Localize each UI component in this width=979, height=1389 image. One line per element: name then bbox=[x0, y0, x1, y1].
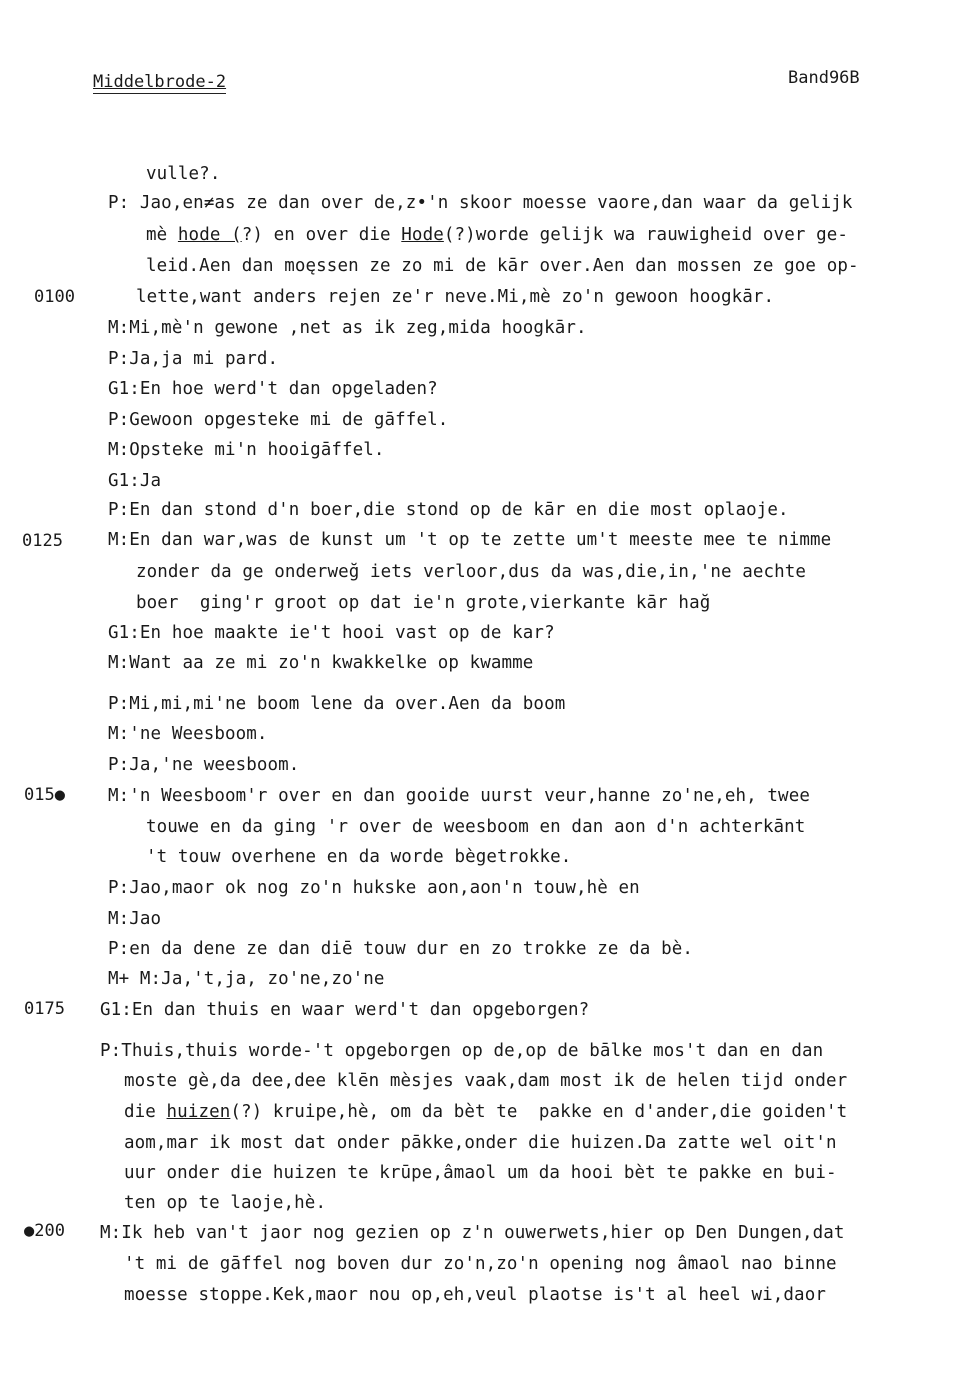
transcript-line: P:Ja,ja mi pard. bbox=[108, 349, 279, 369]
transcript-line: M:Ik heb van't jaor nog gezien op z'n ouwerwets,hier op Den Dungen,dat bbox=[100, 1223, 845, 1243]
transcript-line: ten op te laoje,hè. bbox=[124, 1193, 327, 1213]
timestamp: 0125 bbox=[22, 531, 63, 551]
transcript-line: zonder da ge onderweğ iets verloor,dus da was,die,in,'ne aechte bbox=[136, 562, 807, 582]
transcript-line: 't touw overhene en da worde bègetrokke. bbox=[146, 847, 572, 867]
transcript-line: M:'ne Weesboom. bbox=[108, 724, 268, 744]
transcript-line: M:'n Weesboom'r over en dan gooide uurst veur,hanne zo'ne,eh, twee bbox=[108, 786, 810, 806]
transcript-line: leid.Aen dan moęssen ze zo mi de kār over.Aen dan mossen ze goe op- bbox=[146, 256, 859, 276]
transcript-line: M+ M:Ja,'t,ja, zo'ne,zo'ne bbox=[108, 969, 385, 989]
transcript-line: P:Gewoon opgesteke mi de gāffel. bbox=[108, 410, 449, 430]
transcript-line: aom,mar ik most dat onder pākke,onder die huizen.Da zatte wel oit'n bbox=[124, 1133, 837, 1153]
transcript-line: P:Thuis,thuis worde-'t opgeborgen op de,op de bālke mos't dan en dan bbox=[100, 1041, 824, 1061]
transcript-line: 't mi de gāffel nog boven dur zo'n,zo'n opening nog âmaol nao binne bbox=[124, 1254, 837, 1274]
transcript-line: touwe en da ging 'r over de weesboom en dan aon d'n achterkānt bbox=[146, 817, 806, 837]
timestamp: 0100 bbox=[34, 287, 75, 307]
document-title: Middelbrode-2 bbox=[93, 72, 227, 92]
transcript-line: G1:En dan thuis en waar werd't dan opgeborgen? bbox=[100, 1000, 590, 1020]
transcript-line: G1:En hoe maakte ie't hooi vast op de kar? bbox=[108, 623, 555, 643]
transcript-line: M:En dan war,was de kunst um 't op te zette um't meeste mee te nimme bbox=[108, 530, 832, 550]
transcript-line: G1:En hoe werd't dan opgeladen? bbox=[108, 379, 438, 399]
transcript-line: moesse stoppe.Kek,maor nou op,eh,veul plaotse is't al heel wi,daor bbox=[124, 1285, 826, 1305]
timestamp: 015● bbox=[24, 785, 65, 805]
timestamp: 0175 bbox=[24, 999, 65, 1019]
tape-label: Band96B bbox=[788, 68, 860, 88]
transcript-line: vulle?. bbox=[146, 164, 221, 184]
transcript-line: uur onder die huizen te krūpe,âmaol um da hooi bèt te pakke en bui- bbox=[124, 1163, 837, 1183]
transcript-line: moste gè,da dee,dee klēn mèsjes vaak,dam most ik de helen tijd onder bbox=[124, 1071, 848, 1091]
transcript-line: lette,want anders rejen ze'r neve.Mi,mè zo'n gewoon hoogkār. bbox=[136, 287, 775, 307]
transcript-line: P:en da dene ze dan diē touw dur en zo trokke ze da bè. bbox=[108, 939, 693, 959]
timestamp: ●200 bbox=[24, 1221, 65, 1241]
transcript-line: P: Jao,en≠as ze dan over de,z•'n skoor moesse vaore,dan waar da gelijk bbox=[108, 193, 853, 213]
transcript-line: G1:Ja bbox=[108, 471, 162, 491]
transcript-line: P:Mi,mi,mi'ne boom lene da over.Aen da boom bbox=[108, 694, 566, 714]
transcript-line: M:Want aa ze mi zo'n kwakkelke op kwamme bbox=[108, 653, 534, 673]
transcript-line: boer ging'r groot op dat ie'n grote,vierkante kār hağ bbox=[136, 593, 711, 613]
transcript-line: M:Mi,mè'n gewone ,net as ik zeg,mida hoogkār. bbox=[108, 318, 587, 338]
transcript-line: mè hode (?) en over die Hode(?)worde gelijk wa rauwigheid over ge- bbox=[146, 225, 849, 245]
transcript-line: P:Jao,maor ok nog zo'n hukske aon,aon'n touw,hè en bbox=[108, 878, 640, 898]
transcript-line: die huizen(?) kruipe,hè, om da bèt te pakke en d'ander,die goiden't bbox=[124, 1102, 848, 1122]
transcript-line: P:Ja,'ne weesboom. bbox=[108, 755, 300, 775]
transcript-line: M:Opsteke mi'n hooigāffel. bbox=[108, 440, 385, 460]
transcript-line: M:Jao bbox=[108, 909, 162, 929]
transcript-line: P:En dan stond d'n boer,die stond op de kār en die most oplaoje. bbox=[108, 500, 789, 520]
